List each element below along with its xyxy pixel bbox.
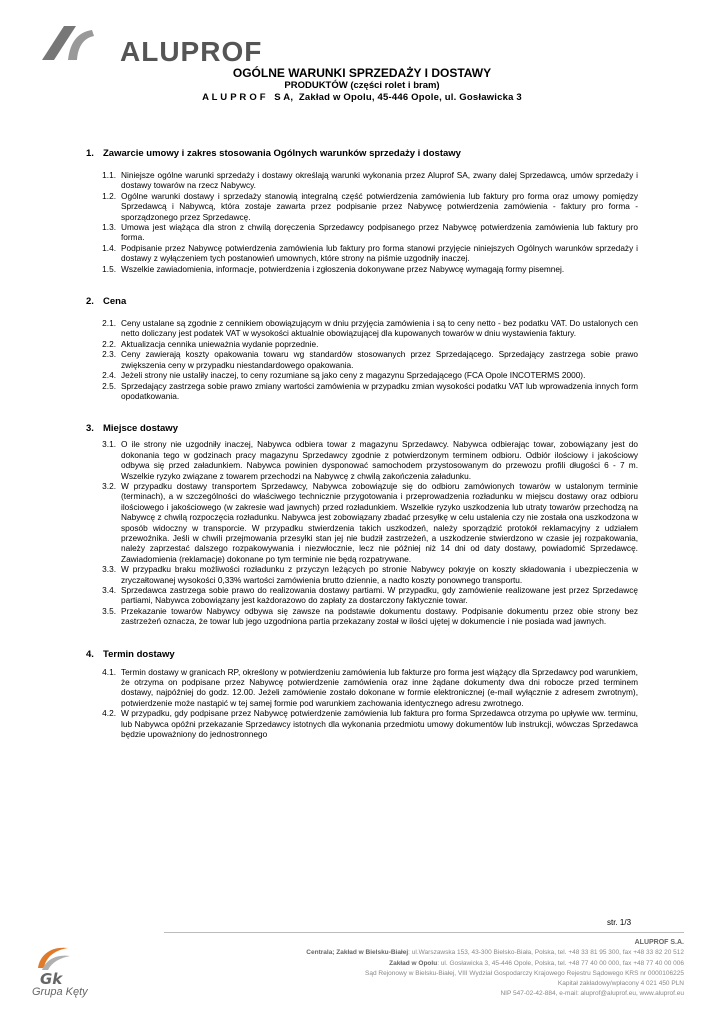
logo-text: ALUPROF <box>120 36 263 67</box>
aluprof-logo <box>40 22 280 66</box>
list-item: 3.3. W przypadku braku możliwości rozładunku z przyczyn leżących po stronie Nabywcy pokryje on koszty składowania i ubezpieczenia w zryczałtowanej wysokości 0,33% wartości zamówienia brutto dziennie, a nadto koszty ponownego transportu. <box>102 564 638 585</box>
list-item: 2.1. Ceny ustalane są zgodnie z cennikiem obowiązującym w dniu przyjęcia zamówienia i są to ceny netto - bez podatku VAT. Do ustalonych cen netto doliczany jest podatek VAT w wysokości aktualnie obowiązującej dla kupowanych towarów w dniu wystawienia faktury. <box>102 318 638 339</box>
footer <box>160 938 684 1000</box>
list-item: 4.1. Termin dostawy w granicach RP, określony w potwierdzeniu zamówienia lub fakturze pro forma jest wiążący dla Sprzedawcy pod warunkiem, że otrzyma on podpisane przez Nabywcę potwierdzenie zamówienia oraz inne żądane dokumenty dwa dni robocze przed terminem dostawy, najpóźniej do godz. 12.00. Jeżeli zamówienie zostało dokonane w formie elektronicznej (e-mail wyłącznie z adresem zwrotnym), potwierdzenie może nastąpić w tej samej formie pod warunkiem zachowania identycznego adresu zwrotnego. <box>102 666 638 708</box>
group-mark: Gk <box>40 970 63 988</box>
aluprof-logo-icon <box>40 22 116 66</box>
list-item: 1.4. Podpisanie przez Nabywcę potwierdzenia zamówienia lub faktury pro forma stanowi przyjęcie niniejszych Ogólnych warunków sprzedaży i dostawy z wyłączeniem tych postanowień umownych, które strony na piśmie uzgodniły inaczej. <box>102 242 638 264</box>
footer-divider <box>164 932 684 933</box>
group-name: Grupa Kęty <box>32 986 88 998</box>
section-items <box>86 439 638 626</box>
company-line: A L U P R O F S A, Zakład w Opolu, 45-446 Opole, ul. Gosławicka 3 <box>202 92 522 103</box>
list-item: 2.5. Sprzedający zastrzega sobie prawo zmiany wartości zamówienia w przypadku zmian wysokości podatku VAT lub wprowadzenia innych form opodatkowania. <box>102 380 638 401</box>
section-4 <box>86 649 638 740</box>
section-heading: 1. Zawarcie umowy i zakres stosowania Ogólnych warunków sprzedaży i dostawy <box>86 148 461 159</box>
section-items <box>86 170 638 274</box>
list-item: 4.2. W przypadku, gdy podpisane przez Nabywcę potwierdzenie zamówienia lub faktura pro forma Sprzedawca otrzyma po upływie ww. terminu, lub Nabywca opóźni przekazanie Sprzedawcy istotnych dla wykonania przedmiotu umowy dokumentów lub instrukcji, wówczas Sprzedawca będzie upoważniony do jednostronnego <box>102 708 638 740</box>
section-3 <box>86 423 638 626</box>
document-subtitle: PRODUKTÓW (części rolet i bram) <box>284 80 440 91</box>
document-title: OGÓLNE WARUNKI SPRZEDAŻY I DOSTAWY <box>232 66 492 80</box>
list-item: 2.4. Jeżeli strony nie ustaliły inaczej, to ceny rozumiane są jako ceny z magazynu Sprzedającego (FCA Opole INCOTERMS 2000). <box>102 370 586 381</box>
list-item: 1.3. Umowa jest wiążąca dla stron z chwilą doręczenia Sprzedawcy podpisanego przez Nabywcę potwierdzenia zamówienia lub faktury pro forma. <box>102 222 638 243</box>
section-heading: 3. Miejsce dostawy <box>86 423 178 435</box>
footer-line-5: NIP 547-02-42-884, e-mail: aluprof@aluprof.eu, www.aluprof.eu <box>500 990 684 998</box>
grupa-kety-logo <box>30 944 120 1004</box>
section-items <box>86 667 638 740</box>
section-heading: 4. Termin dostawy <box>86 648 175 660</box>
document-body <box>86 140 638 739</box>
footer-company: ALUPROF S.A. <box>634 939 684 946</box>
list-item: 3.4. Sprzedawca zastrzega sobie prawo do realizowania dostawy partiami. W przypadku, gdy zamówienie realizowane jest przez Sprzedawcę partiami, Nabywca zobowiązany jest każdorazowo do zapłaty za dostarczony faktycznie towar. <box>102 585 638 606</box>
footer-line-2: Zakład w Opolu: ul. Gosławicka 3, 45-446 Opole, Polska, tel. +48 77 40 00 000, fax +48 77 40 00 006 <box>389 959 684 967</box>
list-item: 3.1. O ile strony nie uzgodniły inaczej, Nabywca odbiera towar z magazynu Sprzedawcy. Nabywca odbierając towar, zobowiązany jest do dokonania tego w godzinach pracy magazynu Sprzedawcy zgodnie z potwierdzonym terminem odbioru. Odbiór ilościowy i jakościowy odbywa się przed załadunkiem. Nabywca powinien dysponować samochodem przystosowanym do przewozu profili długości 6 - 7 m. Wszelkie ryzyko związane z towarem przechodzi na Nabywcę z chwilą zakończenia załadunku. <box>102 439 638 481</box>
list-item: 3.5. Przekazanie towarów Nabywcy odbywa się zawsze na podstawie dokumentu dostawy. Podpisanie dokumentu przez obie strony bez zastrzeżeń oznacza, że towar lub jego uzgodniona partia przekazany został w ilości ujętej w dokumencie i nie posiada wad jawnych. <box>102 605 638 627</box>
section-2 <box>86 296 638 401</box>
list-item: 1.1. Niniejsze ogólne warunki sprzedaży i dostawy określają warunki wykonania przez Aluprof SA, zwany dalej Sprzedawcą, umów sprzedaży i dostawy towarów na rzecz Nabywcy. <box>102 170 638 191</box>
page-number: str. 1/3 <box>607 918 632 927</box>
list-item: 1.2. Ogólne warunki dostawy i sprzedaży stanowią integralną część potwierdzenia zamówienia lub faktury pro forma oraz umowy pomiędzy Sprzedawcą i Nabywcą, która zostaje zawarta przez podpisanie przez Nabywcę potwierdzenia zamówienia - faktury pro forma - sporządzonego przez Sprzedawcę. <box>102 190 638 222</box>
footer-line-4: Kapitał zakładowy/wpłacony 4 021 450 PLN <box>557 980 684 988</box>
document-header <box>0 66 724 104</box>
section-1 <box>86 148 638 274</box>
list-item: 1.5. Wszelkie zawiadomienia, informacje, potwierdzenia i zgłoszenia dokonywane przez Nabywcę wymagają formy pisemnej. <box>102 263 565 274</box>
list-item: 2.3. Ceny zawierają koszty opakowania towaru wg standardów stosowanych przez Sprzedającego. Sprzedający zastrzega sobie prawo zwiększenia ceny w przypadku niestandardowego opakowania. <box>102 349 638 370</box>
footer-line-3: Sąd Rejonowy w Bielsku-Białej, VIII Wydział Gospodarczy Krajowego Rejestru Sądowego KRS nr 0000106225 <box>365 969 684 977</box>
list-item: 3.2. W przypadku dostawy transportem Sprzedawcy, Nabywca zobowiązuje się do odbioru zamówionych towarów w ustalonym terminie (terminach), a w szczególności do właściwego technicznie przygotowania i przeprowadzenia rozładunku w miejscu dostawy oraz odbioru ilościowego i jakościowego (w zakresie wad jawnych) przed rozładunkiem. Wszelkie ryzyko uszkodzenia lub utraty towarów przechodzą na Nabywcę z chwilą rozpoczęcia rozładunku. Nabywca jest zobowiązany zbadać przesyłkę w celu ustalenia czy nie została ona uszkodzona w sposób widoczny w transporcie. W przypadku stwierdzenia takich uszkodzeń, należy sporządzić protokół reklamacyjny z udziałem przewoźnika. Jeśli w chwili przejmowania przesyłki stan jej nie budził zastrzeżeń, a uszkodzenie stwierdzono w czasie jej rozpakowania, należy zaprzestać dalszego rozpakowywania i niezwłocznie, lecz nie później niż 14 dni od daty dostawy, powiadomić Sprzedawcę. Zawiadomienia (reklamacje) dokonane po tym terminie nie będą rozpatrywane. <box>102 480 638 564</box>
section-heading: 2. Cena <box>86 296 127 308</box>
footer-line-1: Centrala; Zakład w Bielsku-Białej: ul.Warszawska 153, 43-300 Bielsko-Biała, Polska, tel. +48 33 81 95 300, fax +48 33 82 20 512 <box>306 949 684 957</box>
section-items <box>86 318 638 401</box>
list-item: 2.2. Aktualizacja cennika unieważnia wydanie poprzednie. <box>102 338 319 349</box>
